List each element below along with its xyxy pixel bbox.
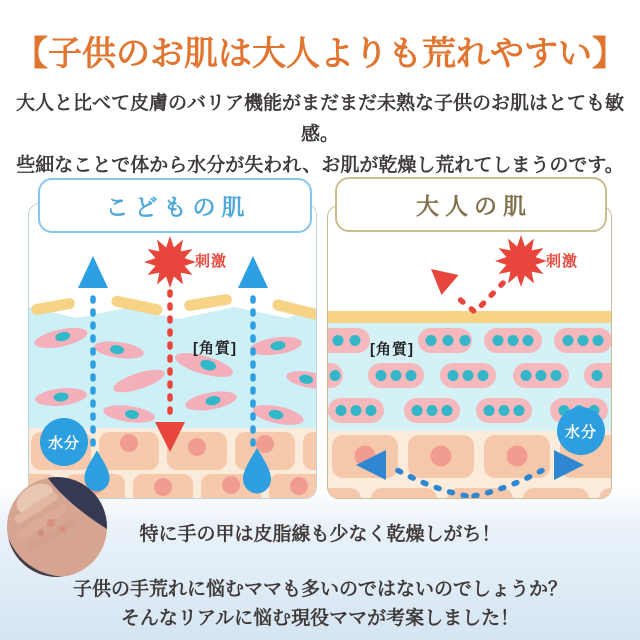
adult-skin-panel [327,205,612,499]
footer-line-2: 子供の手荒れに悩むママも多いのではないのでしょうか？ [72,579,567,600]
adult-moisture-badge: 水分 [557,407,605,455]
adult-panel-title: 大人の肌 [416,193,532,219]
child-moisture-badge: 水分 [40,418,88,466]
stimulus-bounce-arrow [431,269,503,312]
child-skin-panel [28,203,317,499]
adult-panel-header [335,177,607,232]
stimulus-burst-icon [495,235,547,287]
child-skin-diagram [29,204,316,498]
stimulus-burst-icon [144,236,196,288]
rough-hand-photo [7,477,107,577]
footer-line-3: そんなリアルに悩む現役ママが考案しました！ [120,608,520,629]
intro-line-2: 些細なことで体から水分が失われ、お肌が乾燥し荒れてしまうのです。 [16,155,624,176]
intro-line-1: 大人と比べて皮膚のバリア機能がまだまだ未熟な子供のお肌はとても敏感。 [15,93,624,145]
footer-line-1: 特に手の甲は皮脂線も少なく乾燥しがち！ [139,524,501,545]
child-panel-header [38,178,312,233]
adult-skin-diagram [328,206,611,498]
adult-keratin-label: [角質] [370,341,414,358]
page-title: 【子供のお肌は大人よりも荒れやすい】 [14,35,626,73]
hand-photo-image [7,477,107,577]
child-panel-title: こどもの肌 [105,194,251,220]
intact-barrier-bar [328,311,611,323]
child-keratin-label: [角質] [193,340,237,357]
intro-text [0,88,640,181]
adult-stimulus-label: 刺激 [546,253,579,270]
child-stimulus-label: 刺激 [195,253,228,270]
